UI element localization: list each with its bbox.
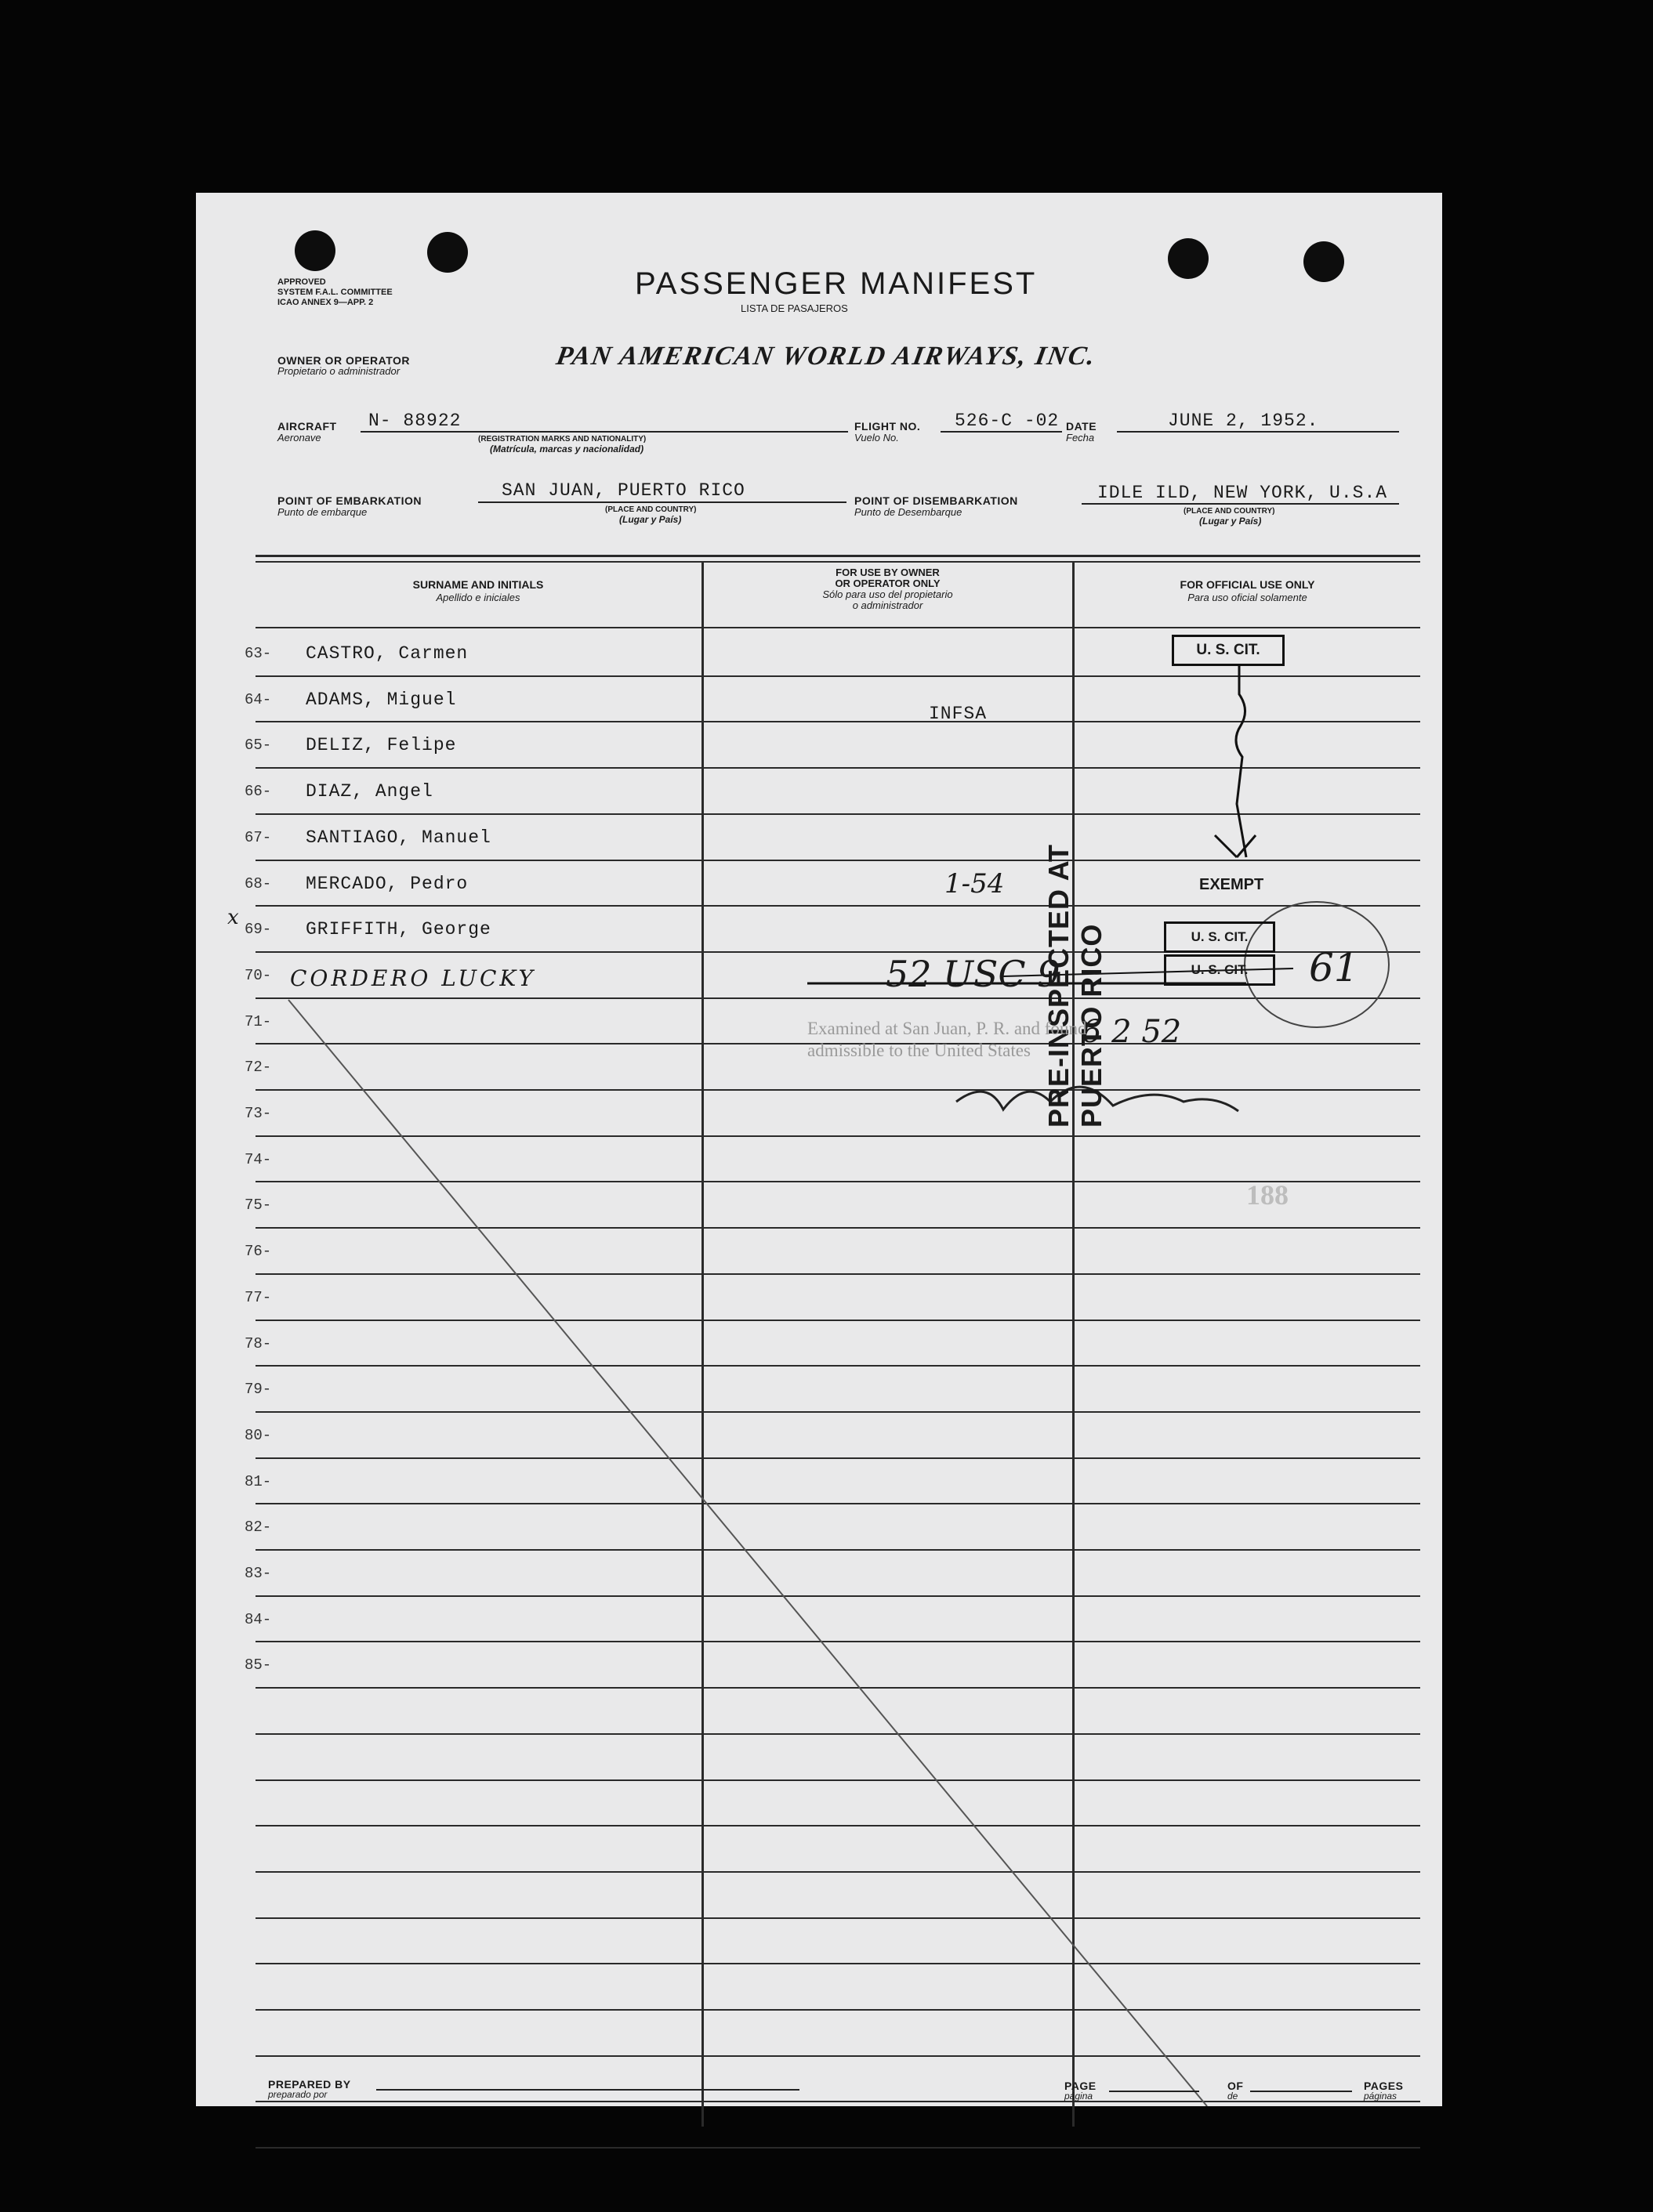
approval-line-3: ICAO ANNEX 9—APP. 2 xyxy=(277,298,374,307)
examined-stamp-line-1: Examined at San Juan, P. R. and found xyxy=(807,1019,1087,1038)
infsa-note: INFSA xyxy=(929,704,988,724)
preinspected-stamp: PRE-INSPECTED AT PUERTO RICO xyxy=(1042,843,1107,1128)
prepared-by-line xyxy=(376,2089,799,2091)
passenger-name: MERCADO, Pedro xyxy=(306,874,469,894)
pages-label: PAGES xyxy=(1364,2080,1404,2092)
prepared-by-sublabel: preparado por xyxy=(268,2089,328,2100)
row-number: 70- xyxy=(245,967,272,984)
examined-stamp-line-2: admissible to the United States xyxy=(807,1041,1031,1060)
aircraft-note-1: (REGISTRATION MARKS AND NATIONALITY) xyxy=(478,435,647,443)
owner-label: OWNER OR OPERATOR xyxy=(277,354,410,367)
passenger-name: CASTRO, Carmen xyxy=(306,643,469,664)
flight-label: FLIGHT NO. xyxy=(854,420,921,433)
handwritten-61: 61 xyxy=(1309,945,1359,990)
row-number: 63- xyxy=(245,645,272,662)
date-value: JUNE 2, 1952. xyxy=(1168,411,1319,431)
disembarkation-note-2: (Lugar y País) xyxy=(1199,516,1262,527)
airline-name: PAN AMERICAN WORLD AIRWAYS, INC. xyxy=(553,342,1099,371)
of-line xyxy=(1250,2091,1352,2092)
handwritten-1-54: 1-54 xyxy=(944,868,1005,900)
flight-sublabel: Vuelo No. xyxy=(854,432,899,443)
row-number: 74- xyxy=(245,1151,272,1168)
row-number: 81- xyxy=(245,1473,272,1490)
row-number: 73- xyxy=(245,1105,272,1122)
row-number: 83- xyxy=(245,1565,272,1582)
embarkation-sublabel: Punto de embarque xyxy=(277,506,368,518)
of-sublabel: de xyxy=(1227,2091,1238,2102)
approval-line-1: APPROVED xyxy=(277,277,326,287)
row-number: 82- xyxy=(245,1519,272,1536)
approval-line-2: SYSTEM F.A.L. COMMITTEE xyxy=(277,288,393,297)
bracket-arrow xyxy=(1215,665,1256,857)
prepared-by-label: PREPARED BY xyxy=(268,2078,351,2091)
void-diagonal-line xyxy=(196,193,1442,2106)
aircraft-label: AIRCRAFT xyxy=(277,420,337,433)
column-header-official-use: FOR OFFICIAL USE ONLY Para uso oficial solamente xyxy=(1180,578,1315,603)
passenger-name: GRIFFITH, George xyxy=(306,919,491,939)
embarkation-value: SAN JUAN, PUERTO RICO xyxy=(502,480,745,501)
handwritten-usc-note: 52 USC 9 xyxy=(886,953,1060,995)
flight-value: 526-C -02 xyxy=(955,411,1060,431)
aircraft-value: N- 88922 xyxy=(368,411,462,431)
passenger-name: ADAMS, Miguel xyxy=(306,690,457,710)
embarkation-label: POINT OF EMBARKATION xyxy=(277,494,422,507)
row-number: 77- xyxy=(245,1289,272,1306)
row-rule xyxy=(256,2147,1420,2149)
row-number: 72- xyxy=(245,1059,272,1076)
row-number: 67- xyxy=(245,829,272,846)
page-sublabel: página xyxy=(1064,2091,1093,2102)
owner-sublabel: Propietario o administrador xyxy=(277,365,401,377)
passenger-name: DIAZ, Angel xyxy=(306,781,433,802)
row-number: 75- xyxy=(245,1197,272,1214)
row-number: 78- xyxy=(245,1335,272,1352)
disembarkation-sublabel: Punto de Desembarque xyxy=(854,506,962,518)
row-number: 68- xyxy=(245,875,272,892)
row-number: 79- xyxy=(245,1381,272,1398)
of-label: OF xyxy=(1227,2080,1244,2092)
disembarkation-value: IDLE ILD, NEW YORK, U.S.A xyxy=(1097,483,1388,503)
aircraft-note-2: (Matrícula, marcas y nacionalidad) xyxy=(490,443,644,454)
column-header-owner-use: FOR USE BY OWNER OR OPERATOR ONLY Sólo para uso del propietario o administrador xyxy=(822,567,953,611)
manifest-sheet xyxy=(196,193,1442,2106)
exempt-stamp: EXEMPT xyxy=(1199,876,1264,893)
passenger-name: SANTIAGO, Manuel xyxy=(306,827,491,848)
us-cit-stamp-1: U. S. CIT. xyxy=(1172,635,1285,666)
page-number-stamp: 188 xyxy=(1246,1179,1289,1211)
row-number: 71- xyxy=(245,1013,272,1030)
page-title: PASSENGER MANIFEST xyxy=(635,266,1038,301)
disembarkation-note-1: (PLACE AND COUNTRY) xyxy=(1184,507,1275,516)
us-cit-stamp-2: U. S. CIT. xyxy=(1164,921,1275,953)
x-mark: x xyxy=(227,906,239,929)
row-number: 65- xyxy=(245,737,272,754)
embarkation-note-2: (Lugar y País) xyxy=(619,514,682,525)
page-subtitle: LISTA DE PASAJEROS xyxy=(741,302,848,314)
us-cit-stamp-3: U. S. CIT. xyxy=(1164,954,1275,986)
page-label: PAGE xyxy=(1064,2080,1097,2092)
embarkation-note-1: (PLACE AND COUNTRY) xyxy=(605,505,697,514)
row-number: 76- xyxy=(245,1243,272,1260)
row-number: 64- xyxy=(245,691,272,708)
row-number: 84- xyxy=(245,1611,272,1628)
page-line xyxy=(1109,2091,1199,2092)
date-label: DATE xyxy=(1066,420,1097,433)
column-header-surname: SURNAME AND INITIALS Apellido e iniciales xyxy=(412,578,544,603)
row-number: 80- xyxy=(245,1427,272,1444)
passenger-name: DELIZ, Felipe xyxy=(306,735,457,755)
date-sublabel: Fecha xyxy=(1066,432,1095,443)
handwritten-date: 6 2 52 xyxy=(1082,1014,1182,1050)
passenger-name: CORDERO LUCKY xyxy=(290,965,537,991)
pages-sublabel: páginas xyxy=(1364,2091,1397,2102)
row-number: 66- xyxy=(245,783,272,800)
disembarkation-label: POINT OF DISEMBARKATION xyxy=(854,494,1018,507)
row-number: 85- xyxy=(245,1656,272,1674)
row-number: 69- xyxy=(245,921,272,938)
aircraft-sublabel: Aeronave xyxy=(277,432,321,443)
